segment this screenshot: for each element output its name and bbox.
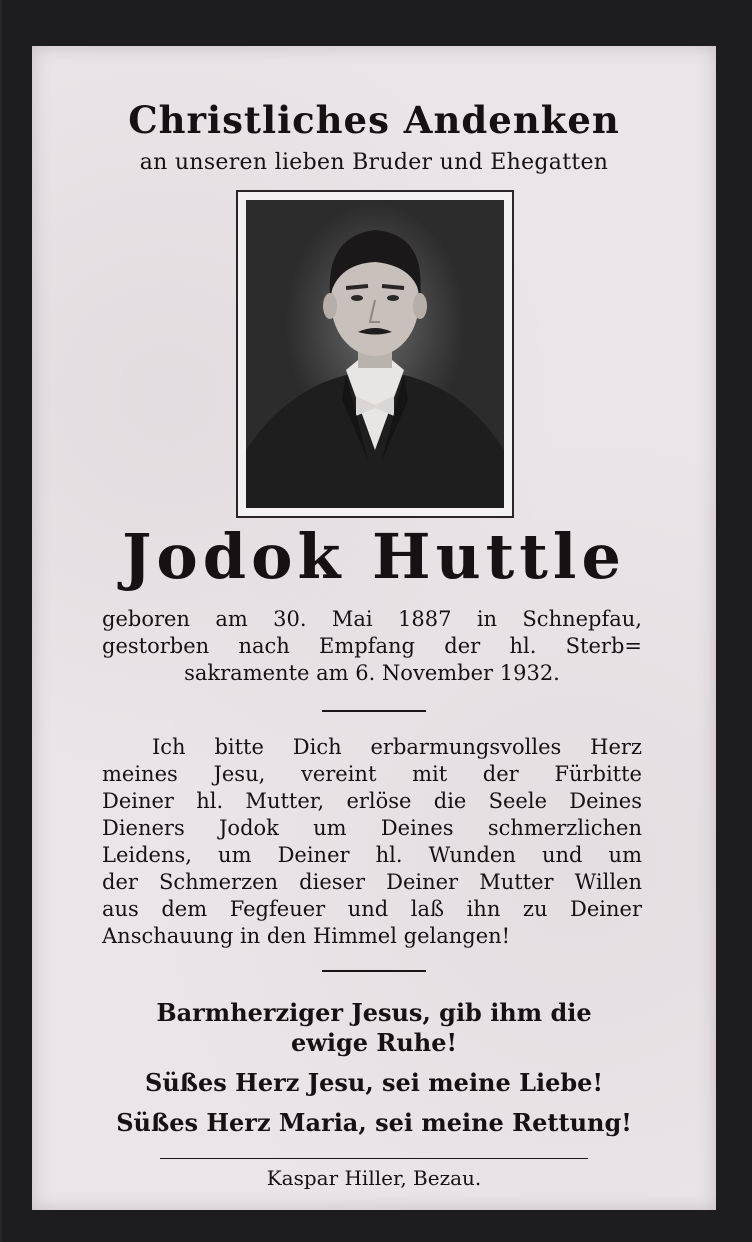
prayer-line: Leidens, um Deiner hl. Wunden und um (102, 843, 642, 867)
invocation-heart-jesus: Süßes Herz Jesu, sei meine Liebe! (145, 1068, 603, 1097)
divider-3 (160, 1158, 588, 1159)
life-dates (102, 606, 642, 687)
invocation-mercy (32, 998, 716, 1058)
prayer-line: Ich bitte Dich erbarmungsvolles Herz (152, 735, 642, 759)
card-subtitle: an unseren lieben Bruder und Ehegatten (139, 150, 609, 175)
portrait-frame (236, 190, 514, 518)
prayer-line: aus dem Fegfeuer und laß ihn zu Deiner (102, 897, 642, 921)
invocation-mercy-line1: Barmherziger Jesus, gib ihm die (156, 998, 592, 1027)
prayer-line: Deiner hl. Mutter, erlöse die Seele Deines (102, 789, 642, 813)
memorial-card (32, 46, 716, 1210)
deceased-name: Jodok Huttle (122, 520, 626, 593)
prayer-line: Dieners Jodok um Deines schmerzlichen (102, 816, 642, 840)
prayer-line: meines Jesu, vereint mit der Fürbitte (102, 762, 642, 786)
birth-line: geboren am 30. Mai 1887 in Schnepfau, (102, 607, 642, 631)
sacrament-line: sakramente am 6. November 1932. (184, 661, 560, 685)
death-line: gestorben nach Empfang der hl. Sterb= (102, 634, 642, 658)
prayer-paragraph (102, 734, 642, 950)
card-title: Christliches Andenken (128, 98, 620, 142)
invocation-mercy-line2: ewige Ruhe! (290, 1028, 458, 1057)
invocation-heart-mary: Süßes Herz Maria, sei meine Rettung! (116, 1108, 632, 1137)
divider-2 (322, 970, 426, 972)
printer-imprint: Kaspar Hiller, Bezau. (266, 1166, 482, 1190)
portrait-photo (246, 200, 504, 508)
prayer-line: der Schmerzen dieser Deiner Mutter Willen (102, 870, 642, 894)
divider-1 (322, 710, 426, 712)
prayer-line: Anschauung in den Himmel gelangen! (102, 924, 511, 948)
